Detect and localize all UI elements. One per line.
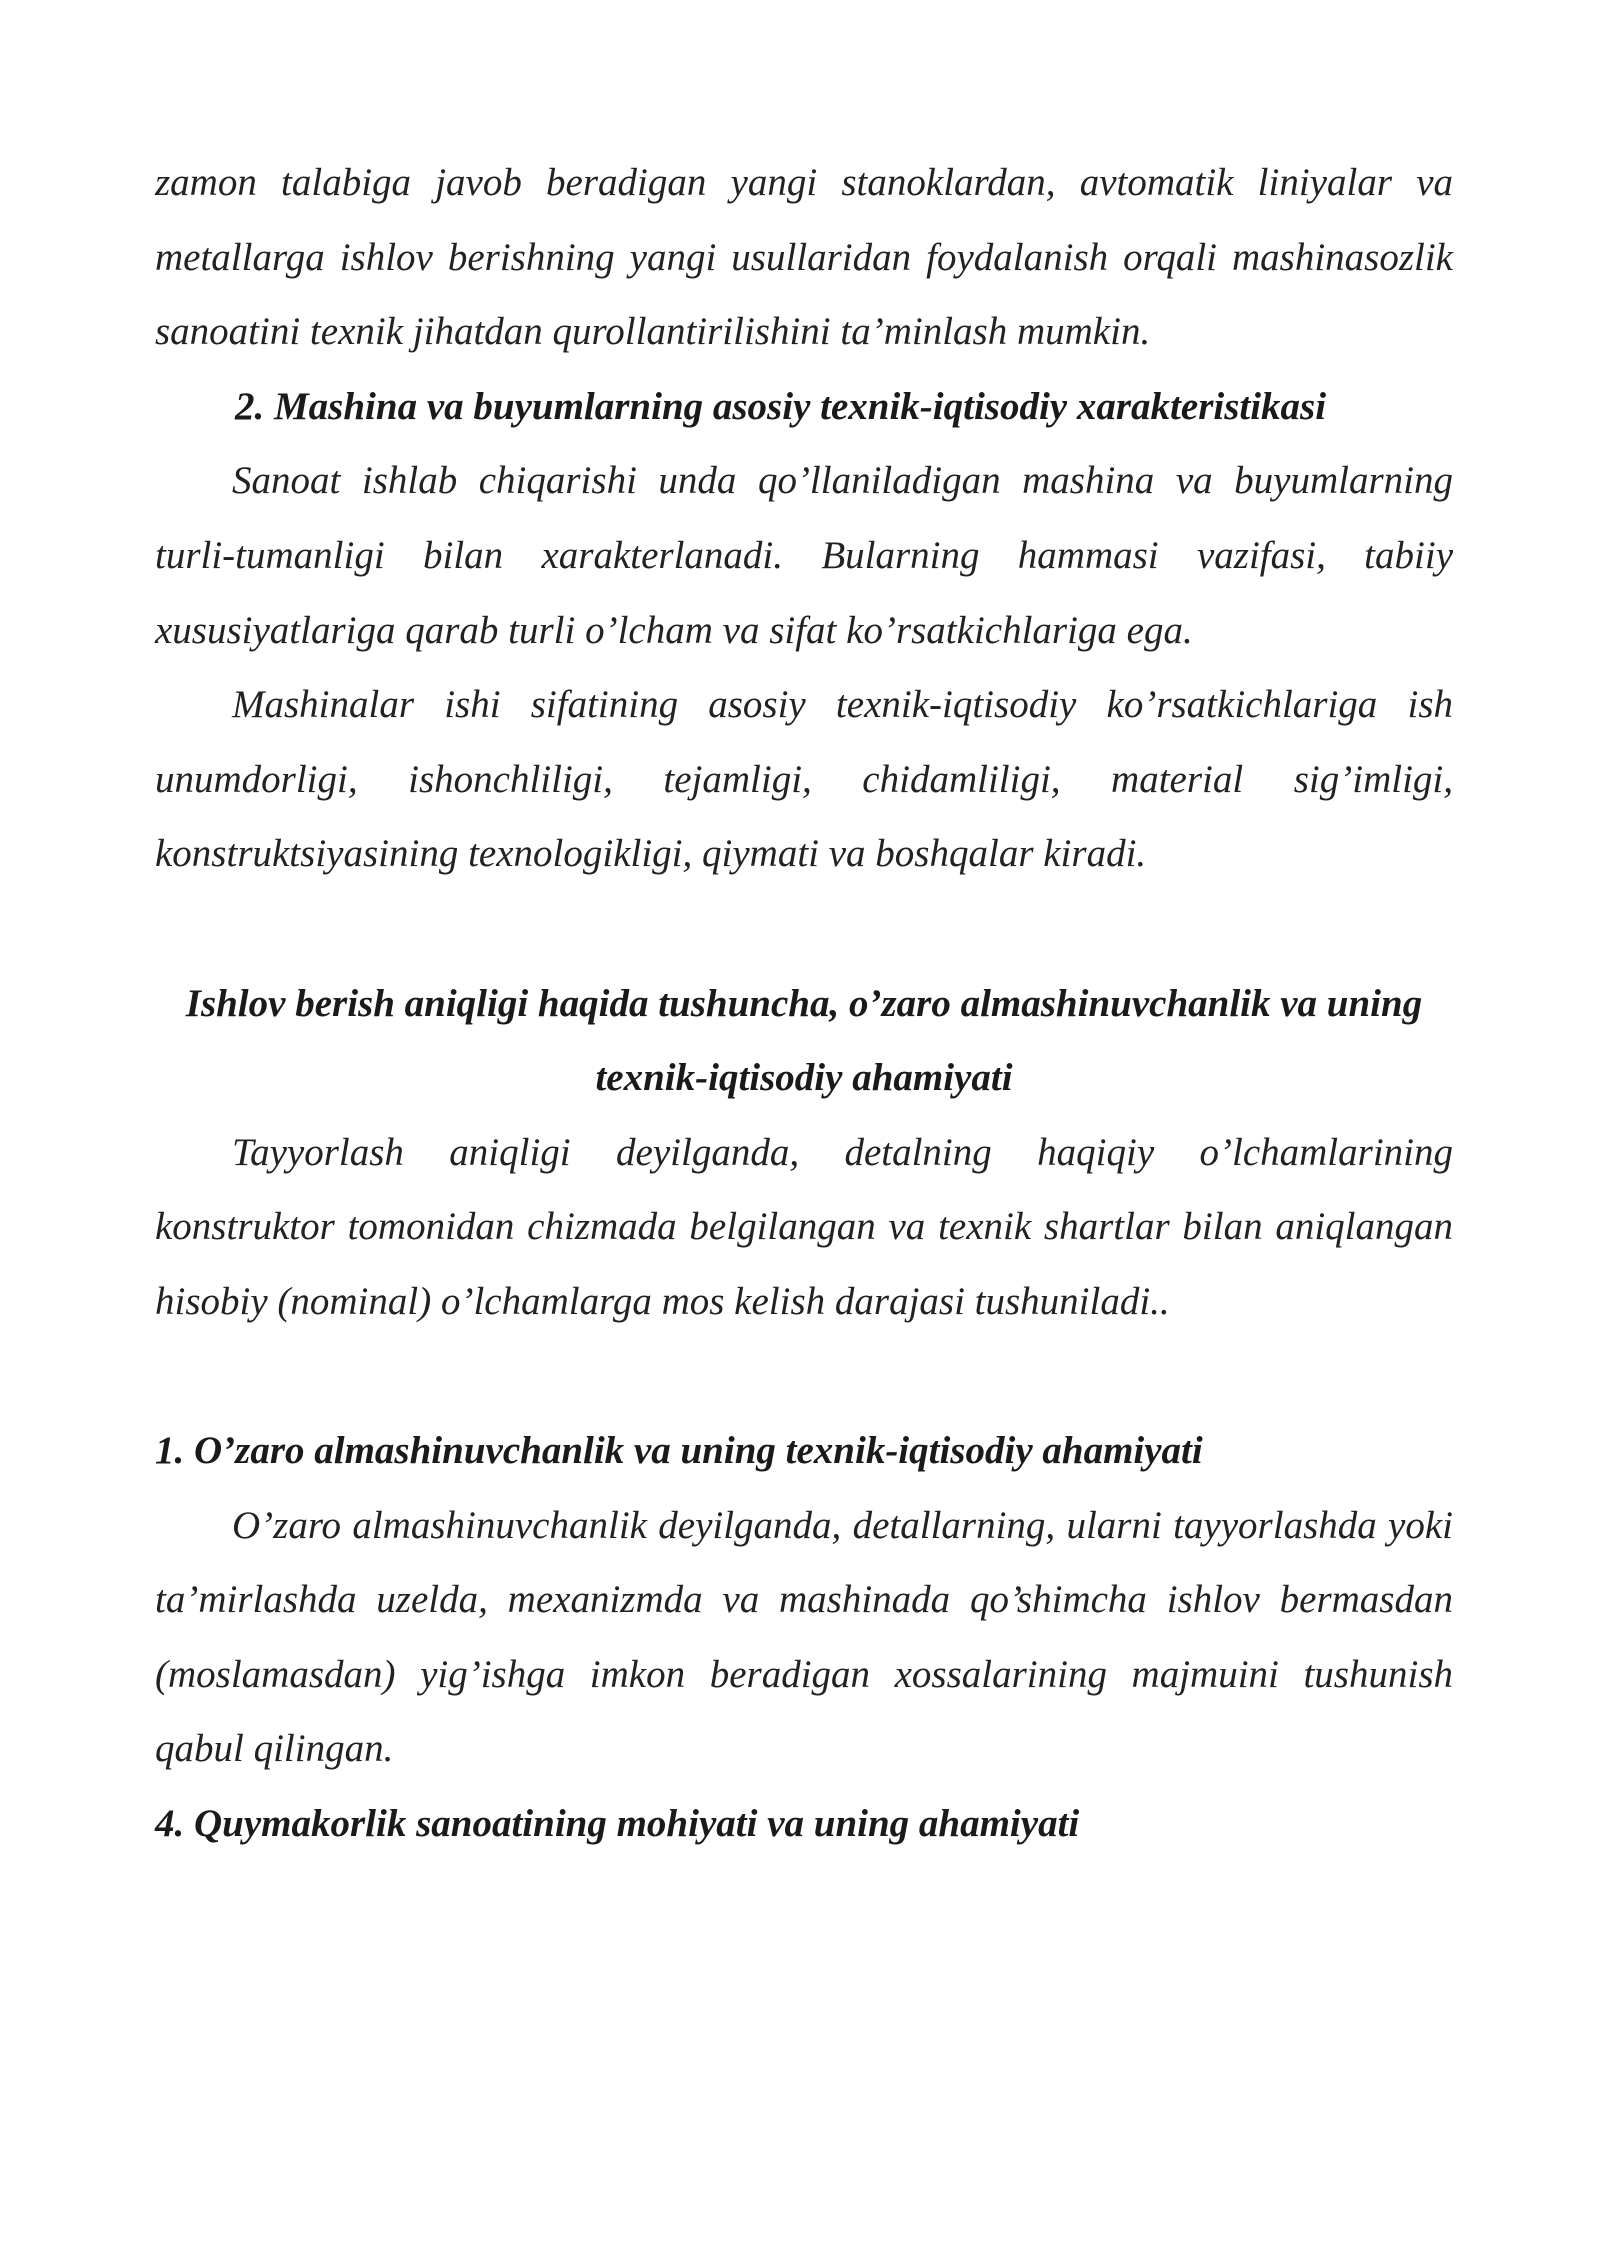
paragraph-industrial-production: Sanoat ishlab chiqarishi unda qo’llaniladigan mashina va buyumlarning turli-tumanligi bilan xarakterlanadi. Bularning hammasi vazifasi, tabiiy xususiyatlariga qarab turli o’lcham va sifat ko’rsatkichlariga ega. — [155, 459, 1453, 652]
paragraph-interchangeability-definition: O’zaro almashinuvchanlik deyilganda, detallarning, ularni tayyorlashda yoki ta’mirlashda uzelda, mexanizmda va mashinada qo’shimcha ishlov bermasdan (moslamasdan) yig’ishga imkon beradigan xossalarining majmuini tushunish qabul qilingan. — [155, 1503, 1453, 1771]
blank-line — [155, 892, 1453, 967]
document-page — [155, 146, 1453, 1862]
section-heading-casting-industry: 4. Quymakorlik sanoatining mohiyati va uning ahamiyati — [155, 1802, 1080, 1846]
paragraph-manufacturing-accuracy: Tayyorlash aniqligi deyilganda, detalning haqiqiy o’lchamlarining konstruktor tomonidan chizmada belgilangan va texnik shartlar bilan aniqlangan hisobiy (nominal) o’lchamlarga mos kelish darajasi tushuniladi.. — [155, 1130, 1453, 1323]
section-heading-interchangeability: 1. O’zaro almashinuvchanlik va uning texnik-iqtisodiy ahamiyati — [155, 1429, 1203, 1473]
paragraph-technical-equipment: zamon talabiga javob beradigan yangi stanoklardan, avtomatik liniyalar va metallarga ishlov berishning yangi usullaridan foydalanish orqali mashinasozlik sanoatini texnik jihatdan qurollantirilishini ta’minlash mumkin. — [155, 161, 1453, 354]
paragraph-quality-indicators: Mashinalar ishi sifatining asosiy texnik-iqtisodiy ko’rsatkichlariga ish unumdorligi, ishonchliligi, tejamligi, chidamliligi, material sig’imligi, konstruktsiyasining texnologikligi, qiymati va boshqalar kiradi. — [155, 683, 1453, 876]
section-heading-processing-accuracy: Ishlov berish aniqligi haqida tushuncha, o’zaro almashinuvchanlik va uning texnik-iqtisodiy ahamiyati — [185, 981, 1423, 1100]
section-heading-characteristics: 2. Mashina va buyumlarning asosiy texnik-iqtisodiy xarakteristikasi — [235, 384, 1327, 428]
blank-line — [155, 1340, 1453, 1415]
